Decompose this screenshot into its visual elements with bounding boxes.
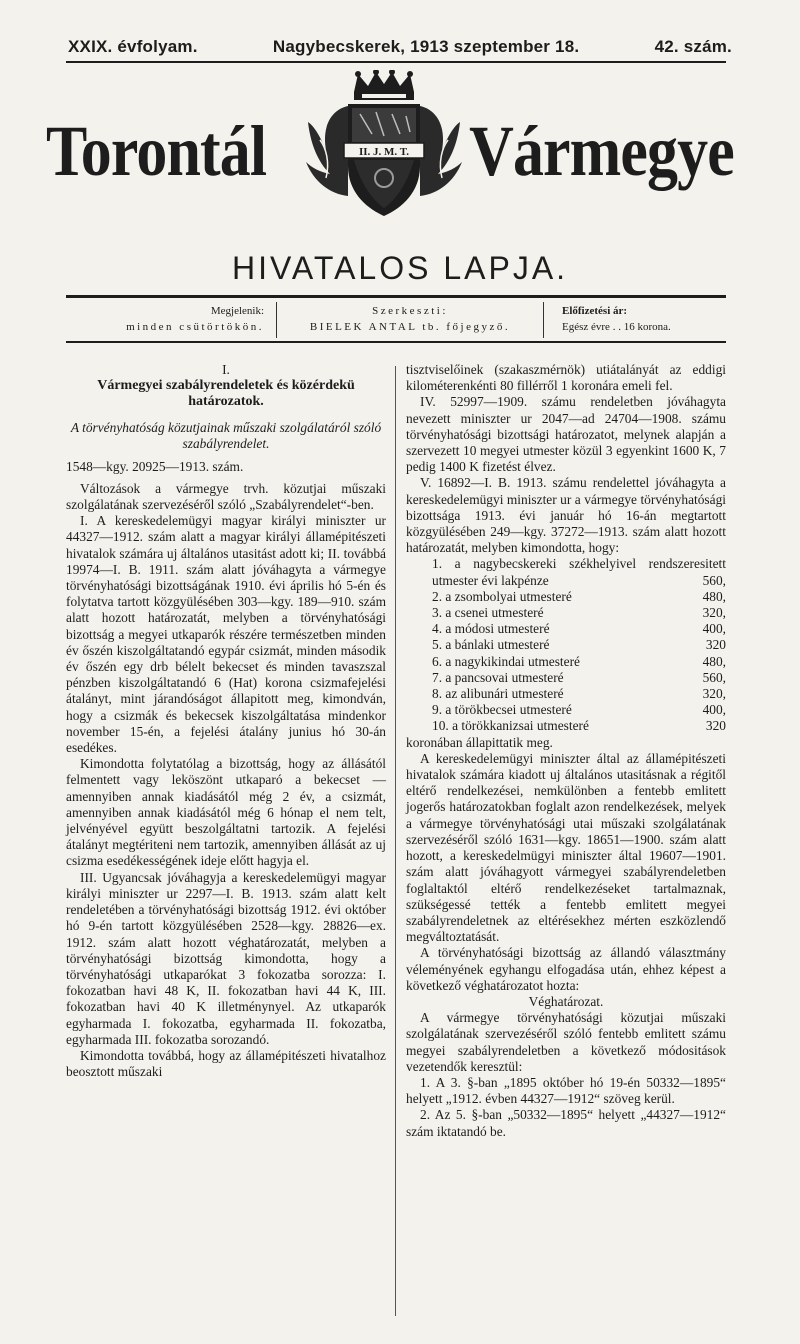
info-bar bbox=[66, 302, 726, 338]
paragraph: Kimondotta továbbá, hogy az államépitészeti hivatalhoz beosztott műszaki bbox=[66, 1047, 386, 1080]
published-label: Megjelenik: bbox=[210, 305, 264, 318]
list-item: 3. a csenei utmesteré 320, bbox=[432, 605, 726, 621]
editor-value: BIELEK ANTAL tb. főjegyző. bbox=[309, 321, 511, 333]
subscription-value: Egész évre . . 16 korona. bbox=[562, 321, 671, 333]
reference-number: 1548—kgy. 20925—1913. szám. bbox=[66, 458, 244, 474]
paragraph: V. 16892—I. B. 1913. számu rendelettel jóváhagyta a kereskedelemügyi miniszter ur a vármegye törvényhatósági bizottsága 1913. évi január hó 16-án megtartott közgyülésében 249—kgy. 37272—1913. szám alatt hozott határozatát, melyben kimondotta, hogy: bbox=[406, 475, 726, 556]
list-item: 7. a pancsovai utmesteré 560, bbox=[432, 669, 726, 685]
paragraph: I. A kereskedelemügyi magyar királyi miniszter ur 44327—1912. szám alatt a magyar királyi államépitészeti hivatalok számára uj általános utasitást adott ki; II. továbbá 19974—I. B. 1911. szám alatt jóváhagyta a vármegye törvényhatósági bizottságának 1910. évi április hó 5-én és folytatva tartott közgyülésében 303—kgy. 189—910. szám alatt hozott határozatát, melyben a törvényhatósági bizottság a megyei utkaparók részére természetben minden év őszén kiszolgáltatandó egypár csizmát, minden második év őszén egy drb bélelt bekecset és minden tavaszszal pénzben kiszolgáltatandó 6 (Hat) korona csizmafejelési átalányt, mint járandóságot állapitott meg, kimondván, hogy a csizmák és bekecsek kiszolgáltatása mindenkor november 15-én, a fejelési átalány junius hó 30-án esedékes. bbox=[66, 513, 386, 756]
header-rule bbox=[66, 61, 726, 63]
issue-number: 42. szám. bbox=[654, 37, 732, 56]
info-bottom-rule bbox=[66, 341, 726, 343]
crest-initials: II. J. M. T. bbox=[358, 146, 410, 158]
paragraph: Kimondotta folytatólag a bizottság, hogy az állásától felmentett vagy leköszönt utkaparó a bekecset — amennyiben annak kiadásától még 2 év, a csizmát, amennyiben annak kiadásától még 6 hónap el nem telt, jelvényével együtt beszolgáltatni tartozik. A fejelési átalányt megtériteni nem tartozik, amennyiben állását az uj csizma esedékességének ideje előtt hagyja el. bbox=[66, 756, 386, 869]
info-top-rule bbox=[66, 295, 726, 298]
paragraph: A vármegye törvényhatósági közutjai műszaki szolgálatának szervezéséről szóló fentebb emlitett számu megyei szabályrendeletben a következő módositások vezetendők keresztül: bbox=[406, 1010, 726, 1074]
list-item: 10. a törökkanizsai utmesteré 320 bbox=[432, 718, 726, 734]
subscription-info bbox=[544, 302, 726, 338]
housing-allowance-list bbox=[406, 556, 726, 734]
issue-header bbox=[68, 36, 732, 58]
editor-label: Szerkeszti: bbox=[372, 305, 448, 318]
masthead bbox=[46, 70, 734, 250]
list-item: 5. a bánlaki utmesteré 320 bbox=[432, 637, 726, 653]
paragraph: 2. Az 5. §-ban „50332—1895“ helyett „44327—1912“ szám iktatandó be. bbox=[406, 1107, 726, 1139]
masthead-title-left: Torontál bbox=[46, 111, 267, 191]
column-divider bbox=[395, 366, 396, 1316]
section-number: I. bbox=[222, 362, 230, 377]
right-column bbox=[406, 362, 726, 1140]
list-item: 6. a nagykikindai utmesteré 480, bbox=[432, 653, 726, 669]
section-title: Vármegyei szabályrendeletek és közérdekü határozatok. bbox=[97, 378, 355, 410]
paragraph: 1. A 3. §-ban „1895 október hó 19-én 50332—1895“ helyett „1912. évben 44327—1912“ szöveg kerül. bbox=[406, 1074, 726, 1107]
left-column bbox=[66, 362, 386, 1080]
list-suffix: koronában állapittatik meg. bbox=[406, 734, 553, 750]
paragraph: IV. 52997—1909. számu rendeletben jóváhagyta nevezett miniszter ur 2047—ad 24704—1908. számu törvényhatósági bizottsági határozatot, melynek alapján a szervezett 10 megyei utmester közül 3 egyenkint 1600 K, 7 pedig 1400 K fizetést élvez. bbox=[406, 394, 726, 475]
published-value: minden csütörtökön. bbox=[126, 321, 264, 333]
list-item: 1. a nagybecskereki székhelyivel rendszeresitett utmester évi lakpénze 560, bbox=[432, 556, 726, 588]
paragraph: Változások a vármegye trvh. közutjai műszaki szolgálatának szervezéséről szóló „Szabályrendelet“-ben. bbox=[66, 480, 386, 513]
paragraph: III. Ugyancsak jóváhagyja a kereskedelemügyi magyar királyi miniszter ur 2297—I. B. 1913. szám alatt kelt rendeletében a törvényhatósági bizottság 1912. évi október hó 9-én tartott közgyülésében 2528—kgy. 28826—ex. 1912. szám alatt hozott véghatározatát, melyben a törvényhatósági bizottság kimondotta, hogy a törvényhatósági utkaparókat 3 fokozatba sorozza: I. fokozatban havi 48 K, II. fokozatban havi 44 K, III. fokozatban havi 40 K illetménynyel. Az utkaparók egyharmada I. fokozatba, egyharmada II. fokozatba, egyharmada III. fokozatba sorozandó. bbox=[66, 869, 386, 1047]
subtitle: HIVATALOS LAPJA. bbox=[231, 250, 569, 286]
volume-number: XXIX. évfolyam. bbox=[68, 37, 198, 56]
decision-heading: Véghatározat. bbox=[528, 993, 604, 1009]
place-date: Nagybecskerek, 1913 szeptember 18. bbox=[272, 37, 580, 56]
list-item: 2. a zsombolyai utmesteré 480, bbox=[432, 588, 726, 604]
paragraph: tisztviselőinek (szakaszmérnök) utiátalányát az eddigi kilométerenkénti 80 fillérről 1 koronára emeli fel. bbox=[406, 362, 726, 394]
editor-info bbox=[277, 302, 544, 338]
article-subject: A törvényhatóság közutjainak műszaki szolgálatáról szóló szabályrendelet. bbox=[70, 420, 382, 452]
publication-info bbox=[66, 302, 277, 338]
paragraph: A kereskedelemügyi miniszter által az államépitészeti hivatalok számára kiadott uj általános utasitásnak a régitől eltérő rendelkezései, nemkülönben a fentebb emlitett jogerős határozatokban foglalt azon rendelkezések, melyek a vármegye törvényhatósági utai műszaki szolgálatának szervezéséről szóló 1631—kgy. 18651—1900. szám alatt hozott, a kereskedelmügyi miniszter által 19607—1901. szám alatt jóváhagyott vármegyei szabályrendeletben foglaltaktól eltérő rendelkezéseket tartalmaznak, szükségessé tették a fentebb emlitett megyei szabályrendeletnek az eltérésekhez mérten eszközlendő megváltoztatását. bbox=[406, 750, 726, 945]
list-item: 8. az alibunári utmesteré 320, bbox=[432, 686, 726, 702]
masthead-title-right: Vármegye bbox=[469, 111, 734, 191]
subscription-label: Előfizetési ár: bbox=[562, 305, 628, 318]
list-item: 9. a törökbecsei utmesteré 400, bbox=[432, 702, 726, 718]
coat-of-arms-icon bbox=[300, 70, 468, 220]
paragraph: A törvényhatósági bizottság az állandó választmány véleményének egyhangu elfogadása után, ehhez képest a következő véghatározatot hozta: bbox=[406, 945, 726, 993]
list-item: 4. a módosi utmesteré 400, bbox=[432, 621, 726, 637]
